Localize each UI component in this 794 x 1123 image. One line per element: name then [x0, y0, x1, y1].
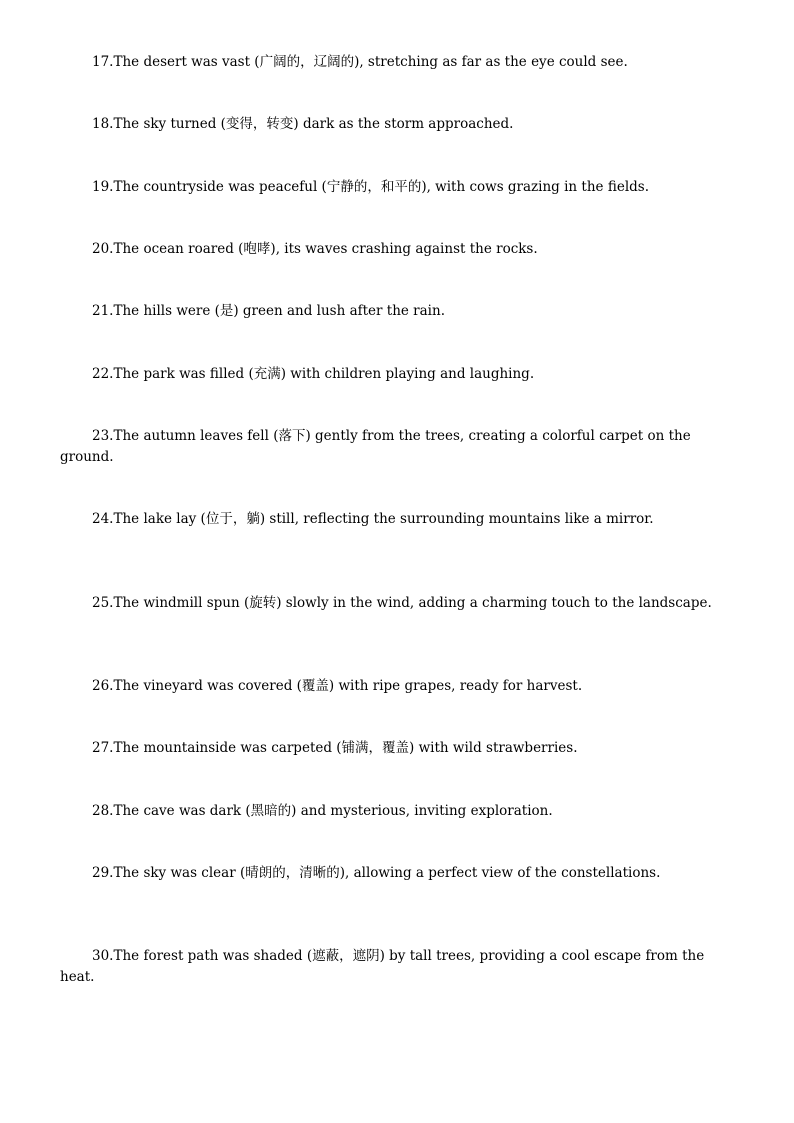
- sentence-23: 23.The autumn leaves fell (落下) gently from the trees, creating a colorful carpet on the ground.: [60, 428, 691, 465]
- sentence-22: 22.The park was filled (充满) with children playing and laughing.: [92, 366, 535, 382]
- sentence-18: 18.The sky turned (变得，转变) dark as the storm approached.: [92, 116, 514, 132]
- sentence-28: 28.The cave was dark (黑暗的) and mysterious, inviting exploration.: [92, 803, 553, 819]
- sentence-17: 17.The desert was vast (广阔的，辽阔的), stretching as far as the eye could see.: [92, 54, 628, 70]
- sentence-21: 21.The hills were (是) green and lush after the rain.: [92, 303, 445, 319]
- sentence-25: 25.The windmill spun (旋转) slowly in the wind, adding a charming touch to the landscape.: [92, 595, 712, 611]
- sentence-20: 20.The ocean roared (咆哮), its waves crashing against the rocks.: [92, 241, 538, 257]
- sentence-26: 26.The vineyard was covered (覆盖) with ripe grapes, ready for harvest.: [92, 678, 583, 694]
- sentence-29: 29.The sky was clear (晴朗的，清晰的), allowing a perfect view of the constellations.: [92, 865, 661, 881]
- sentence-24: 24.The lake lay (位于，躺) still, reflecting the surrounding mountains like a mirror.: [92, 511, 654, 527]
- sentence-19: 19.The countryside was peaceful (宁静的，和平的), with cows grazing in the fields.: [92, 179, 649, 195]
- sentence-27: 27.The mountainside was carpeted (铺满，覆盖) with wild strawberries.: [92, 740, 578, 756]
- sentence-30: 30.The forest path was shaded (遮蔽，遮阴) by tall trees, providing a cool escape from the heat.: [60, 948, 705, 985]
